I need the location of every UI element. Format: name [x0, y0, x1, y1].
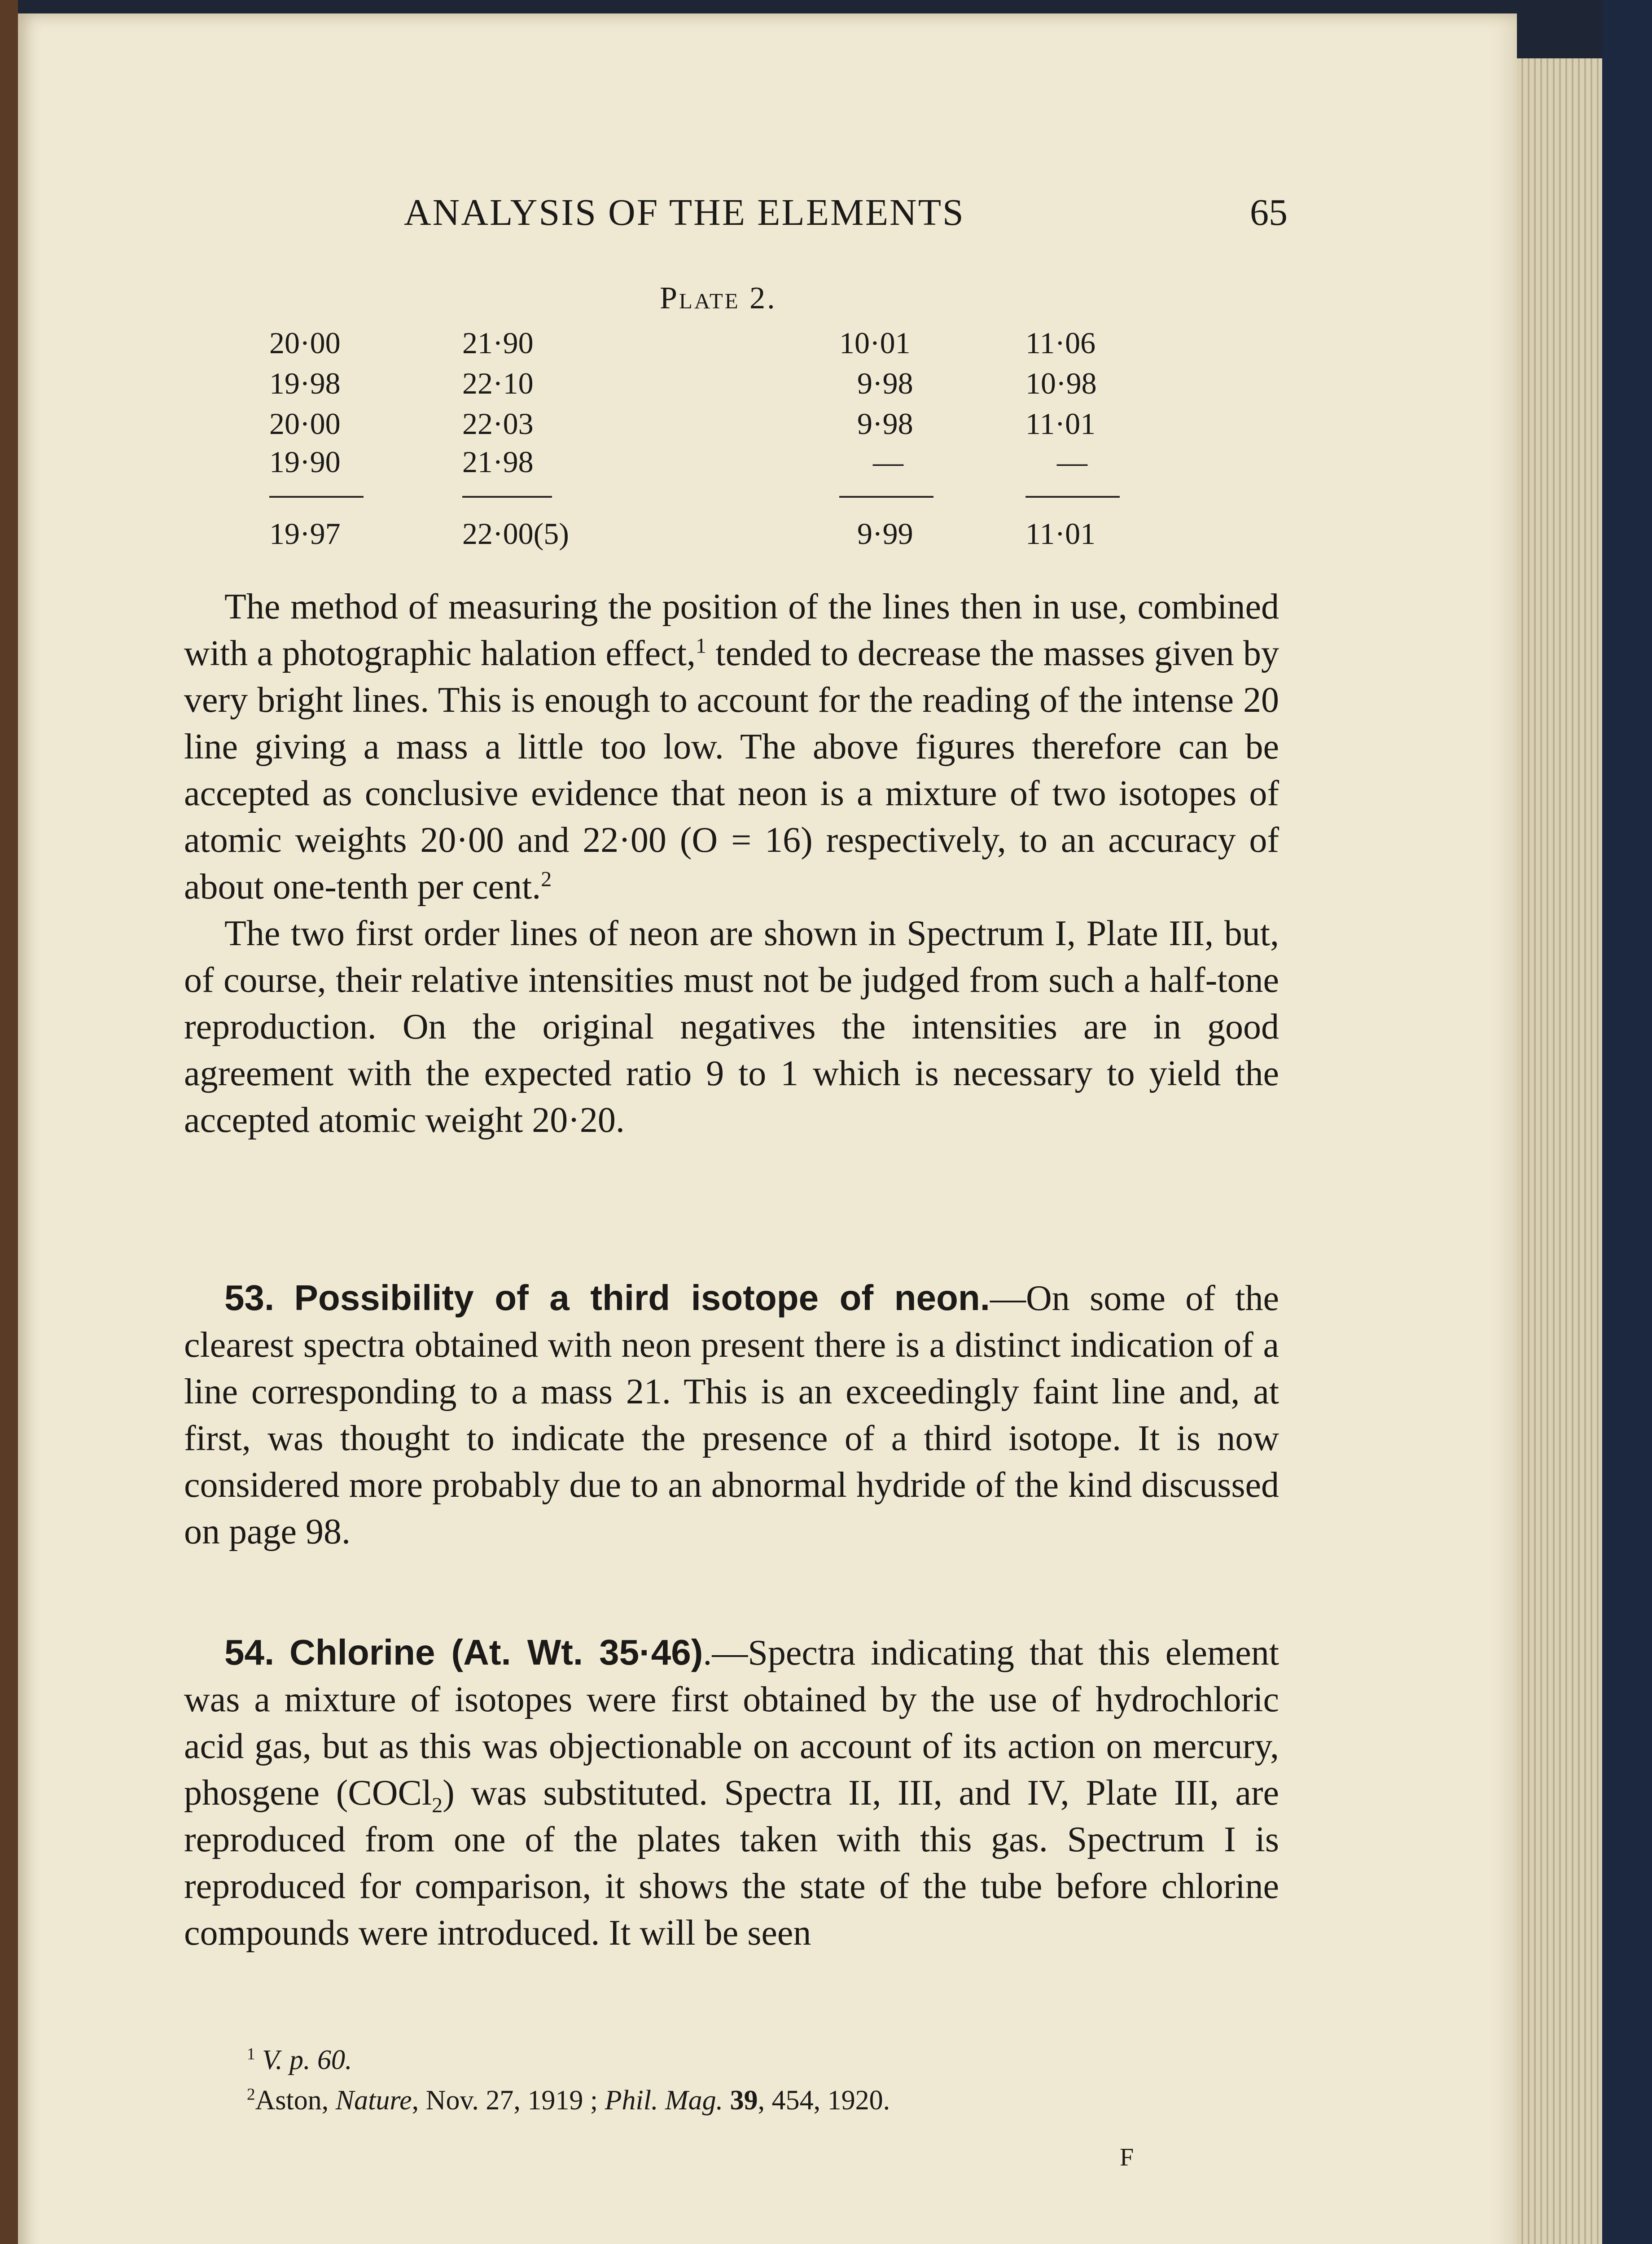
sum-rule — [1025, 496, 1120, 498]
mean-cell: 22·00(5) — [462, 517, 569, 551]
sum-rule — [462, 496, 552, 498]
book-page — [18, 13, 1517, 2244]
table-cell: 21·90 — [462, 326, 534, 360]
book-spine-left — [0, 0, 18, 2244]
page-number: 65 — [1250, 192, 1288, 233]
page-edges — [1517, 58, 1602, 2244]
section-number: 53. — [224, 1278, 275, 1318]
paragraph — [184, 1629, 1279, 1956]
footnote-mark: 1 — [247, 2045, 255, 2064]
table-cell: — — [873, 445, 903, 479]
table-cell: 9·98 — [857, 407, 913, 441]
paragraph — [184, 583, 1279, 910]
volume-number: 39 — [723, 2085, 758, 2116]
table-cell: 11·01 — [1025, 407, 1096, 441]
section-54 — [184, 1629, 1279, 1956]
footnote-1 — [247, 2044, 352, 2076]
paragraph — [184, 1275, 1279, 1555]
paragraph: The two first order lines of neon are shown in Spectrum I, Plate III, but, of course, their relative intensities must not be judged from such a half-tone reproduction. On the original negatives the intensities are in good agreement with the expected ratio 9 to 1 which is necessary to yield the accepted atomic weight 20·20. — [184, 914, 1279, 1140]
running-title: ANALYSIS OF THE ELEMENTS — [404, 192, 965, 233]
paragraph-text: tended to decrease the masses given by very bright lines. This is enough to account for the reading of the intense 20 line giving a mass a little too low. The above figures therefore can be accepted as conclusive evidence that neon is a mixture of two isotopes of atomic weights 20·00 and 22·00 (O = 16) respectively, to an accuracy of about one-tenth per cent. — [184, 634, 1279, 907]
footnote-ref: 1 — [695, 634, 706, 658]
section-53 — [184, 1275, 1279, 1555]
journal-name: Phil. Mag. — [605, 2085, 723, 2116]
footnote-ref: 2 — [541, 867, 552, 891]
table-cell: 20·00 — [269, 407, 341, 441]
mean-cell: 19·97 — [269, 517, 341, 551]
footnote-2 — [247, 2085, 890, 2117]
mean-cell: 9·99 — [857, 517, 913, 551]
paragraph-text: The method of measuring the position of the lines then in use, combined with a photographic halation effect, — [184, 587, 1279, 673]
section-title: Chlorine — [289, 1632, 435, 1672]
table-cell: 22·10 — [462, 366, 534, 400]
sum-rule — [269, 496, 364, 498]
signature-mark: F — [1120, 2143, 1134, 2171]
table-title: Plate 2. — [660, 281, 777, 316]
mean-cell: 11·01 — [1025, 517, 1096, 551]
table-cell: 9·98 — [857, 366, 913, 400]
table-cell: 10·01 — [839, 326, 911, 360]
atomic-weight: (At. Wt. 35·46) — [435, 1632, 703, 1672]
footnote-text: V. p. 60. — [262, 2045, 352, 2075]
table-cell: 22·03 — [462, 407, 534, 441]
footnote-text: , 454, 1920. — [758, 2085, 890, 2116]
paragraph-text: ) was substituted. Spectra II, III, and IV, Plate III, are reproduced from one of the plates taken with this gas. Spectrum I is reproduced for comparison, it shows the state of the tube before chlorine compounds were introduced. It will be seen — [184, 1773, 1280, 1953]
paragraph-text: —On some of the clearest spectra obtained with neon present there is a distinct indication of a line corresponding to a mass 21. This is an exceedingly faint line and, at first, was thought to indicate the presence of a third isotope. It is now considered more probably due to an abnormal hydride of the kind discussed on page 98. — [184, 1279, 1279, 1552]
table-cell: 21·98 — [462, 445, 534, 479]
table-cell: 19·98 — [269, 366, 341, 400]
paragraph-text: .—Spectra indicating that this element was a mixture of isotopes were first obtained by the use of hydrochloric acid gas, but as this was objectionable on account of its action on mercury, phosgene (COCl — [184, 1633, 1279, 1813]
section-number: 54. — [224, 1632, 275, 1672]
body-text — [184, 583, 1279, 1144]
table-cell: 11·06 — [1025, 326, 1096, 360]
footnote-mark: 2 — [247, 2085, 255, 2104]
table-cell: 20·00 — [269, 326, 341, 360]
table-cell: — — [1057, 445, 1087, 479]
footnote-text: , Nov. 27, 1919 ; — [412, 2085, 605, 2116]
table-cell: 19·90 — [269, 445, 341, 479]
journal-name: Nature — [335, 2085, 412, 2116]
book-cover-edge — [1602, 0, 1652, 2244]
table-cell: 10·98 — [1025, 366, 1097, 400]
section-title: Possibility of a third isotope of neon. — [294, 1278, 990, 1318]
subscript: 2 — [432, 1793, 443, 1817]
sum-rule — [839, 496, 933, 498]
footnote-text: Aston, — [255, 2085, 336, 2116]
